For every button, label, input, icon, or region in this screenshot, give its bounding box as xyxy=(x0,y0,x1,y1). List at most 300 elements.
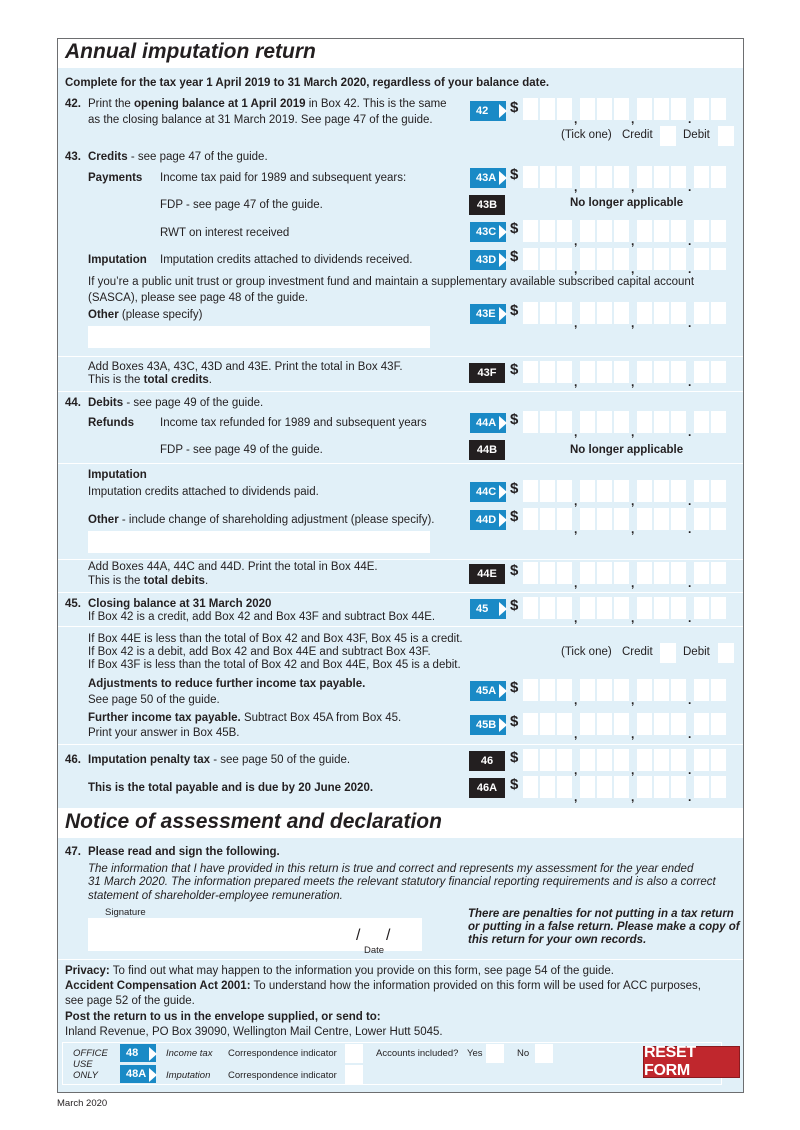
signature-label: Signature xyxy=(105,907,146,918)
digit-cell[interactable] xyxy=(540,562,555,584)
digit-cell[interactable] xyxy=(671,361,686,383)
digit-cell[interactable] xyxy=(614,248,629,270)
digit-cell[interactable] xyxy=(597,713,612,735)
digit-cell[interactable] xyxy=(654,302,669,324)
office-label: USE xyxy=(73,1059,93,1070)
q-number: 44. xyxy=(65,397,81,409)
digit-cell[interactable] xyxy=(557,776,572,798)
digit-cell[interactable] xyxy=(557,248,572,270)
amount-45a[interactable] xyxy=(523,679,728,707)
q47-title: Please read and sign the following. xyxy=(88,846,280,858)
comma-separator: , xyxy=(631,727,635,741)
digit-cell[interactable] xyxy=(523,776,538,798)
comma-separator: , xyxy=(574,494,578,508)
decimal-point: . xyxy=(688,262,692,276)
digit-cell[interactable] xyxy=(694,749,709,771)
comma-separator: , xyxy=(631,180,635,194)
q45-text: If Box 44E is less than the total of Box 42 and Box 43F, Box 45 is a credit. xyxy=(88,633,463,645)
digit-cell[interactable] xyxy=(523,361,538,383)
q43f-text2: This is the total credits. xyxy=(88,374,212,386)
digit-cell[interactable] xyxy=(694,776,709,798)
digit-cell[interactable] xyxy=(711,562,726,584)
dollar-sign: $ xyxy=(510,99,519,116)
digit-cell[interactable] xyxy=(637,248,652,270)
digit-cell[interactable] xyxy=(597,776,612,798)
comma-separator: , xyxy=(574,522,578,536)
digit-cell[interactable] xyxy=(557,480,572,502)
date-separator: / xyxy=(386,927,391,944)
digit-cell[interactable] xyxy=(614,562,629,584)
digit-cell[interactable] xyxy=(637,597,652,619)
digit-cell[interactable] xyxy=(580,713,595,735)
q45-title: Closing balance at 31 March 2020 xyxy=(88,598,272,610)
digit-cell[interactable] xyxy=(580,361,595,383)
digit-cell[interactable] xyxy=(694,220,709,242)
reset-form-button[interactable]: RESET FORM xyxy=(643,1046,740,1078)
q43c-text: RWT on interest received xyxy=(160,227,290,239)
digit-cell[interactable] xyxy=(711,597,726,619)
comma-separator: , xyxy=(631,576,635,590)
digit-cell[interactable] xyxy=(671,98,686,120)
q-number: 43. xyxy=(65,151,81,163)
digit-cell[interactable] xyxy=(540,166,555,188)
digit-cell[interactable] xyxy=(671,597,686,619)
q43-heading: Credits - see page 47 of the guide. xyxy=(88,151,268,163)
digit-cell[interactable] xyxy=(671,411,686,433)
q43a-text: Income tax paid for 1989 and subsequent years: xyxy=(160,172,407,184)
dollar-sign: $ xyxy=(510,480,519,497)
digit-cell[interactable] xyxy=(654,220,669,242)
q45-text: If Box 43F is less than the total of Box 42 and Box 44E, Box 45 is a debit. xyxy=(88,659,461,671)
amount-44c[interactable] xyxy=(523,480,728,508)
digit-cell[interactable] xyxy=(711,302,726,324)
digit-cell[interactable] xyxy=(523,98,538,120)
digit-cell[interactable] xyxy=(523,749,538,771)
declaration-text: The information that I have provided in this return is true and correct and represents my assessment for the year ended xyxy=(88,863,694,875)
digit-cell[interactable] xyxy=(597,679,612,701)
digit-cell[interactable] xyxy=(711,776,726,798)
digit-cell[interactable] xyxy=(671,220,686,242)
box-45a-tag: 45A xyxy=(470,681,506,701)
amount-43c[interactable] xyxy=(523,220,728,248)
box-45-tag: 45 xyxy=(470,599,506,619)
digit-cell[interactable] xyxy=(694,480,709,502)
digit-cell[interactable] xyxy=(597,166,612,188)
decimal-point: . xyxy=(688,375,692,389)
digit-cell[interactable] xyxy=(614,220,629,242)
digit-cell[interactable] xyxy=(694,411,709,433)
digit-cell[interactable] xyxy=(597,361,612,383)
box-44a-tag: 44A xyxy=(470,413,506,433)
digit-cell[interactable] xyxy=(557,508,572,530)
digit-cell[interactable] xyxy=(654,480,669,502)
digit-cell[interactable] xyxy=(523,713,538,735)
digit-cell[interactable] xyxy=(580,776,595,798)
digit-cell[interactable] xyxy=(711,248,726,270)
digit-cell[interactable] xyxy=(637,361,652,383)
digit-cell[interactable] xyxy=(654,508,669,530)
digit-cell[interactable] xyxy=(540,679,555,701)
digit-cell[interactable] xyxy=(614,749,629,771)
dollar-sign: $ xyxy=(510,302,519,319)
amount-46[interactable] xyxy=(523,749,728,777)
digit-cell[interactable] xyxy=(540,776,555,798)
amount-45b[interactable] xyxy=(523,713,728,741)
digit-cell[interactable] xyxy=(523,411,538,433)
digit-cell[interactable] xyxy=(671,713,686,735)
debit-label: Debit xyxy=(683,646,710,658)
digit-cell[interactable] xyxy=(671,248,686,270)
penalty-note: or putting in a false return. Please make a copy of xyxy=(468,921,740,933)
digit-cell[interactable] xyxy=(580,508,595,530)
digit-cell[interactable] xyxy=(637,713,652,735)
digit-cell[interactable] xyxy=(557,361,572,383)
office-label: ONLY xyxy=(73,1070,98,1081)
digit-cell[interactable] xyxy=(637,562,652,584)
digit-cell[interactable] xyxy=(597,562,612,584)
digit-cell[interactable] xyxy=(597,220,612,242)
digit-cell[interactable] xyxy=(671,749,686,771)
digit-cell[interactable] xyxy=(654,597,669,619)
digit-cell[interactable] xyxy=(614,361,629,383)
digit-cell[interactable] xyxy=(580,562,595,584)
digit-cell[interactable] xyxy=(597,248,612,270)
q-number: 47. xyxy=(65,846,81,858)
digit-cell[interactable] xyxy=(711,220,726,242)
q45b-text: Print your answer in Box 45B. xyxy=(88,727,240,739)
digit-cell[interactable] xyxy=(597,508,612,530)
decimal-point: . xyxy=(688,522,692,536)
digit-cell[interactable] xyxy=(671,679,686,701)
correspondence-label: Correspondence indicator xyxy=(228,1048,337,1059)
q-number: 45. xyxy=(65,598,81,610)
digit-cell[interactable] xyxy=(614,166,629,188)
other-credits-specify-input[interactable] xyxy=(88,326,430,348)
decimal-point: . xyxy=(688,727,692,741)
digit-cell[interactable] xyxy=(711,480,726,502)
other-debits-specify-input[interactable] xyxy=(88,531,430,553)
digit-cell[interactable] xyxy=(671,480,686,502)
amount-42[interactable] xyxy=(523,98,728,126)
digit-cell[interactable] xyxy=(637,679,652,701)
amount-44e[interactable] xyxy=(523,562,728,590)
dollar-sign: $ xyxy=(510,361,519,378)
digit-cell[interactable] xyxy=(694,508,709,530)
digit-cell[interactable] xyxy=(523,679,538,701)
digit-cell[interactable] xyxy=(694,98,709,120)
debit-checkbox-42[interactable] xyxy=(718,126,734,146)
digit-cell[interactable] xyxy=(694,562,709,584)
digit-cell[interactable] xyxy=(637,508,652,530)
imputation-label: Imputation xyxy=(88,469,147,481)
debit-checkbox-45[interactable] xyxy=(718,643,734,663)
digit-cell[interactable] xyxy=(540,597,555,619)
digit-cell[interactable] xyxy=(540,480,555,502)
office-use-box xyxy=(62,1042,722,1085)
declaration-text: 31 March 2020. The information prepared meets the relevant statutory financial reporting requirements and is also a correct xyxy=(88,876,716,888)
comma-separator: , xyxy=(631,316,635,330)
digit-cell[interactable] xyxy=(614,302,629,324)
digit-cell[interactable] xyxy=(637,166,652,188)
divider xyxy=(58,959,743,960)
decimal-point: . xyxy=(688,611,692,625)
digit-cell[interactable] xyxy=(580,597,595,619)
digit-cell[interactable] xyxy=(597,302,612,324)
digit-cell[interactable] xyxy=(694,713,709,735)
tick-label: (Tick one) xyxy=(561,646,612,658)
dollar-sign: $ xyxy=(510,248,519,265)
digit-cell[interactable] xyxy=(654,562,669,584)
digit-cell[interactable] xyxy=(654,679,669,701)
decimal-point: . xyxy=(688,234,692,248)
comma-separator: , xyxy=(574,727,578,741)
digit-cell[interactable] xyxy=(614,411,629,433)
digit-cell[interactable] xyxy=(580,302,595,324)
accounts-included-label: Accounts included? xyxy=(376,1048,459,1059)
dollar-sign: $ xyxy=(510,411,519,428)
digit-cell[interactable] xyxy=(540,749,555,771)
yes-label: Yes xyxy=(467,1048,483,1059)
digit-cell[interactable] xyxy=(654,248,669,270)
q44e-text2: This is the total debits. xyxy=(88,575,209,587)
credit-checkbox-45[interactable] xyxy=(660,643,676,663)
digit-cell[interactable] xyxy=(580,98,595,120)
q45-text: If Box 42 is a credit, add Box 42 and Box 43F and subtract Box 44E. xyxy=(88,611,436,623)
digit-cell[interactable] xyxy=(711,166,726,188)
digit-cell[interactable] xyxy=(557,411,572,433)
box-48a-tag: 48A xyxy=(120,1065,156,1083)
box-43b-tag: 43B xyxy=(469,195,505,215)
digit-cell[interactable] xyxy=(671,302,686,324)
accounts-yes-checkbox[interactable] xyxy=(486,1044,504,1063)
divider xyxy=(58,356,743,357)
comma-separator: , xyxy=(631,375,635,389)
digit-cell[interactable] xyxy=(523,508,538,530)
digit-cell[interactable] xyxy=(540,361,555,383)
digit-cell[interactable] xyxy=(557,166,572,188)
digit-cell[interactable] xyxy=(711,98,726,120)
digit-cell[interactable] xyxy=(614,679,629,701)
digit-cell[interactable] xyxy=(540,508,555,530)
digit-cell[interactable] xyxy=(637,220,652,242)
digit-cell[interactable] xyxy=(654,749,669,771)
digit-cell[interactable] xyxy=(540,411,555,433)
comma-separator: , xyxy=(631,763,635,777)
q46-heading: Imputation penalty tax - see page 50 of the guide. xyxy=(88,754,351,766)
comma-separator: , xyxy=(574,611,578,625)
penalty-note: There are penalties for not putting in a tax return xyxy=(468,908,734,920)
comma-separator: , xyxy=(574,234,578,248)
digit-cell[interactable] xyxy=(523,597,538,619)
digit-cell[interactable] xyxy=(637,776,652,798)
comma-separator: , xyxy=(574,316,578,330)
digit-cell[interactable] xyxy=(614,776,629,798)
digit-cell[interactable] xyxy=(711,411,726,433)
divider xyxy=(58,391,743,392)
imputation-label: Imputation xyxy=(166,1070,211,1081)
dollar-sign: $ xyxy=(510,220,519,237)
amount-45[interactable] xyxy=(523,597,728,625)
digit-cell[interactable] xyxy=(711,361,726,383)
digit-cell[interactable] xyxy=(557,98,572,120)
digit-cell[interactable] xyxy=(557,562,572,584)
digit-cell[interactable] xyxy=(557,597,572,619)
digit-cell[interactable] xyxy=(711,679,726,701)
decimal-point: . xyxy=(688,316,692,330)
digit-cell[interactable] xyxy=(671,776,686,798)
digit-cell[interactable] xyxy=(654,166,669,188)
digit-cell[interactable] xyxy=(694,679,709,701)
digit-cell[interactable] xyxy=(637,302,652,324)
accounts-no-checkbox[interactable] xyxy=(535,1044,553,1063)
form-date: March 2020 xyxy=(57,1098,108,1109)
digit-cell[interactable] xyxy=(711,749,726,771)
digit-cell[interactable] xyxy=(671,562,686,584)
digit-cell[interactable] xyxy=(597,411,612,433)
decimal-point: . xyxy=(688,693,692,707)
intro: Complete for the tax year 1 April 2019 to 31 March 2020, regardless of your balance date. xyxy=(65,77,550,89)
digit-cell[interactable] xyxy=(614,98,629,120)
comma-separator: , xyxy=(631,522,635,536)
comma-separator: , xyxy=(574,576,578,590)
comma-separator: , xyxy=(574,112,578,126)
q-number: 46. xyxy=(65,754,81,766)
digit-cell[interactable] xyxy=(580,166,595,188)
decimal-point: . xyxy=(688,576,692,590)
sasca-text: If you’re a public unit trust or group investment fund and maintain a supplementary available subscribed capital account xyxy=(88,276,695,288)
amount-43a[interactable] xyxy=(523,166,728,194)
declaration-text: statement of shareholder-employee remuneration. xyxy=(88,890,343,902)
amount-43f[interactable] xyxy=(523,361,728,389)
digit-cell[interactable] xyxy=(597,480,612,502)
digit-cell[interactable] xyxy=(580,248,595,270)
digit-cell[interactable] xyxy=(523,480,538,502)
digit-cell[interactable] xyxy=(637,480,652,502)
tick-label: (Tick one) xyxy=(561,129,612,141)
digit-cell[interactable] xyxy=(557,302,572,324)
amount-46a[interactable] xyxy=(523,776,728,804)
digit-cell[interactable] xyxy=(523,562,538,584)
digit-cell[interactable] xyxy=(654,411,669,433)
box-44e-tag: 44E xyxy=(469,564,505,584)
digit-cell[interactable] xyxy=(614,508,629,530)
box-43f-tag: 43F xyxy=(469,363,505,383)
q44a-text: Income tax refunded for 1989 and subsequent years xyxy=(160,417,427,429)
digit-cell[interactable] xyxy=(557,220,572,242)
q45-text: If Box 42 is a debit, add Box 42 and Box 44E and subtract Box 43F. xyxy=(88,646,431,658)
digit-cell[interactable] xyxy=(654,361,669,383)
digit-cell[interactable] xyxy=(523,166,538,188)
digit-cell[interactable] xyxy=(540,220,555,242)
digit-cell[interactable] xyxy=(540,248,555,270)
comma-separator: , xyxy=(631,112,635,126)
box-43a-tag: 43A xyxy=(470,168,506,188)
digit-cell[interactable] xyxy=(597,597,612,619)
comma-separator: , xyxy=(574,763,578,777)
correspondence-48a-checkbox[interactable] xyxy=(345,1065,363,1084)
digit-cell[interactable] xyxy=(597,98,612,120)
credit-label: Credit xyxy=(622,129,653,141)
digit-cell[interactable] xyxy=(614,597,629,619)
digit-cell[interactable] xyxy=(540,302,555,324)
digit-cell[interactable] xyxy=(711,508,726,530)
digit-cell[interactable] xyxy=(637,411,652,433)
digit-cell[interactable] xyxy=(637,749,652,771)
amount-43e[interactable] xyxy=(523,302,728,330)
digit-cell[interactable] xyxy=(557,713,572,735)
digit-cell[interactable] xyxy=(671,508,686,530)
digit-cell[interactable] xyxy=(694,248,709,270)
digit-cell[interactable] xyxy=(694,166,709,188)
digit-cell[interactable] xyxy=(540,713,555,735)
refunds-label: Refunds xyxy=(88,417,134,429)
digit-cell[interactable] xyxy=(580,411,595,433)
digit-cell[interactable] xyxy=(523,248,538,270)
digit-cell[interactable] xyxy=(557,679,572,701)
other-debit-label: Other - include change of shareholding adjustment (please specify). xyxy=(88,514,435,526)
digit-cell[interactable] xyxy=(523,302,538,324)
digit-cell[interactable] xyxy=(580,679,595,701)
correspondence-48-checkbox[interactable] xyxy=(345,1044,363,1063)
q43f-text: Add Boxes 43A, 43C, 43D and 43E. Print the total in Box 43F. xyxy=(88,361,403,373)
acc-text2: see page 52 of the guide. xyxy=(65,995,195,1007)
comma-separator: , xyxy=(631,234,635,248)
amount-44d[interactable] xyxy=(523,508,728,536)
digit-cell[interactable] xyxy=(557,749,572,771)
post-heading: Post the return to us in the envelope supplied, or send to: xyxy=(65,1011,381,1023)
digit-cell[interactable] xyxy=(540,98,555,120)
debit-label: Debit xyxy=(683,129,710,141)
digit-cell[interactable] xyxy=(614,480,629,502)
digit-cell[interactable] xyxy=(580,749,595,771)
digit-cell[interactable] xyxy=(580,480,595,502)
box-44b-tag: 44B xyxy=(469,440,505,460)
digit-cell[interactable] xyxy=(637,98,652,120)
digit-cell[interactable] xyxy=(597,749,612,771)
box-44c-tag: 44C xyxy=(470,482,506,502)
digit-cell[interactable] xyxy=(694,361,709,383)
digit-cell[interactable] xyxy=(671,166,686,188)
box-45b-tag: 45B xyxy=(470,715,506,735)
digit-cell[interactable] xyxy=(654,713,669,735)
credit-checkbox-42[interactable] xyxy=(660,126,676,146)
digit-cell[interactable] xyxy=(711,713,726,735)
sasca-text2: (SASCA), please see page 48 of the guide. xyxy=(88,292,308,304)
amount-43d[interactable] xyxy=(523,248,728,276)
comma-separator: , xyxy=(631,262,635,276)
comma-separator: , xyxy=(574,693,578,707)
amount-44a[interactable] xyxy=(523,411,728,439)
comma-separator: , xyxy=(574,262,578,276)
digit-cell[interactable] xyxy=(654,98,669,120)
comma-separator: , xyxy=(574,180,578,194)
digit-cell[interactable] xyxy=(580,220,595,242)
digit-cell[interactable] xyxy=(654,776,669,798)
digit-cell[interactable] xyxy=(523,220,538,242)
digit-cell[interactable] xyxy=(614,713,629,735)
q42-text: Print the opening balance at 1 April 2019 in Box 42. This is the same xyxy=(88,98,447,110)
box-44d-tag: 44D xyxy=(470,510,506,530)
divider xyxy=(58,559,743,560)
dollar-sign: $ xyxy=(510,508,519,525)
digit-cell[interactable] xyxy=(694,302,709,324)
q44c-text: Imputation credits attached to dividends paid. xyxy=(88,486,319,498)
digit-cell[interactable] xyxy=(694,597,709,619)
address: Inland Revenue, PO Box 39090, Wellington Mail Centre, Lower Hutt 5045. xyxy=(65,1026,443,1038)
no-label: No xyxy=(517,1048,530,1059)
comma-separator: , xyxy=(574,790,578,804)
other-label: Other (please specify) xyxy=(88,309,203,321)
